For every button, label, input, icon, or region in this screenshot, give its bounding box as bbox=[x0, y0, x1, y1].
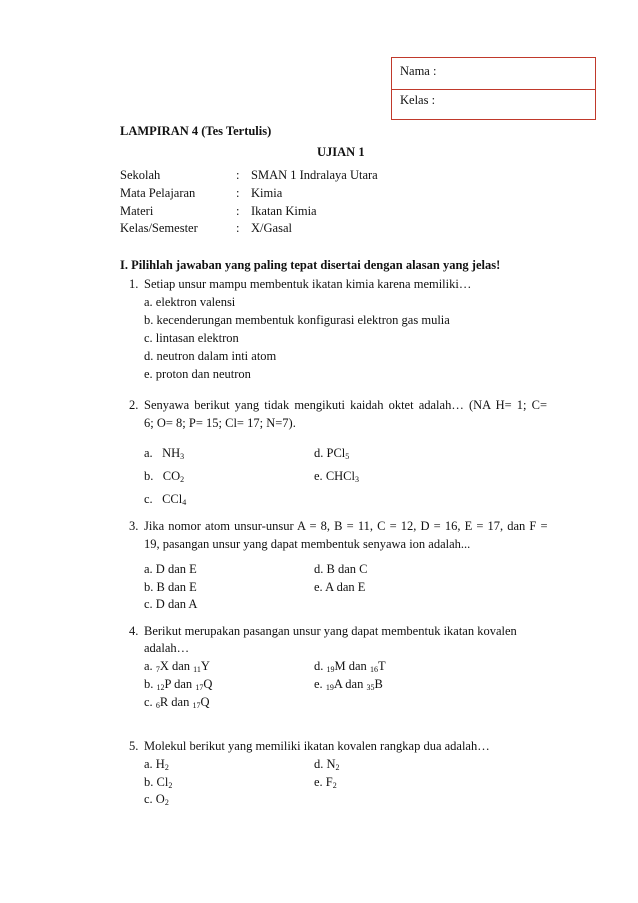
question-text: adalah… bbox=[144, 641, 190, 655]
question-text: Senyawa berikut yang tidak mengikuti kaidah oktet adalah… (NA H= 1; C= bbox=[144, 398, 548, 412]
info-value: Kimia bbox=[251, 186, 283, 200]
nama-field-label: Nama : bbox=[400, 64, 437, 78]
info-label: Sekolah bbox=[120, 168, 161, 182]
question-number: 2. bbox=[129, 398, 139, 412]
question-number: 4. bbox=[129, 624, 139, 638]
option: e. CHCl$_3$ bbox=[314, 469, 359, 484]
info-value: Ikatan Kimia bbox=[251, 204, 317, 218]
option: e. proton dan neutron bbox=[144, 367, 251, 381]
option: b. kecenderungan membentuk konfigurasi elektron gas mulia bbox=[144, 313, 450, 327]
question-number: 3. bbox=[129, 519, 139, 533]
info-label: Mata Pelajaran bbox=[120, 186, 196, 200]
info-colon: : bbox=[236, 221, 240, 235]
kelas-field-label: Kelas : bbox=[400, 93, 436, 107]
option: b. $CO_2$ bbox=[144, 469, 185, 484]
question-number: 5. bbox=[129, 739, 139, 753]
option: a. $NH_3$ bbox=[144, 446, 185, 461]
option: a. elektron valensi bbox=[144, 295, 236, 309]
question-text: Jika nomor atom unsur-unsur A = 8, B = 11, C = 12, D = 16, E = 17, dan F = bbox=[144, 519, 548, 533]
option: a. $H_2$ bbox=[144, 757, 169, 772]
option: d. neutron dalam inti atom bbox=[144, 349, 277, 363]
document-heading: LAMPIRAN 4 (Tes Tertulis) bbox=[120, 124, 272, 138]
info-value: SMAN 1 Indralaya Utara bbox=[251, 168, 378, 182]
option: d. 19M dan 16T bbox=[314, 659, 386, 674]
option: b. B dan E bbox=[144, 580, 197, 594]
instruction: I. Pilihlah jawaban yang paling tepat disertai dengan alasan yang jelas! bbox=[120, 258, 501, 272]
option: c. CCl$_4$ bbox=[144, 492, 187, 507]
identity-box-divider bbox=[392, 89, 595, 90]
info-colon: : bbox=[236, 168, 240, 182]
option: b. 12P dan 17Q bbox=[144, 677, 213, 692]
option: c. $O_2$ bbox=[144, 792, 169, 807]
option: a. D dan E bbox=[144, 562, 197, 576]
option: c. lintasan elektron bbox=[144, 331, 239, 345]
identity-box bbox=[391, 57, 596, 120]
question-number: 1. bbox=[129, 277, 139, 291]
question-text: 19, pasangan unsur yang dapat membentuk senyawa ion adalah... bbox=[144, 537, 471, 551]
option: c. D dan A bbox=[144, 597, 198, 611]
question-text: Setiap unsur mampu membentuk ikatan kimia karena memiliki… bbox=[144, 277, 472, 291]
question-text: 6; O= 8; P= 15; Cl= 17; N=7). bbox=[144, 416, 296, 430]
exam-title: UJIAN 1 bbox=[317, 145, 365, 159]
option: d. PCl$_5$ bbox=[314, 446, 350, 461]
option: e. A dan E bbox=[314, 580, 366, 594]
option: e. 19A dan 35B bbox=[314, 677, 383, 692]
question-text: Molekul berikut yang memiliki ikatan kovalen rangkap dua adalah… bbox=[144, 739, 490, 753]
info-colon: : bbox=[236, 186, 240, 200]
option: d. B dan C bbox=[314, 562, 368, 576]
option: b. $Cl_2$ bbox=[144, 775, 173, 790]
option: e. $F_2$ bbox=[314, 775, 337, 790]
option: a. 7X dan 11Y bbox=[144, 659, 210, 674]
info-label: Kelas/Semester bbox=[120, 221, 198, 235]
option: c. 6R dan 17Q bbox=[144, 695, 210, 710]
option: d. $N_2$ bbox=[314, 757, 340, 772]
info-label: Materi bbox=[120, 204, 154, 218]
info-colon: : bbox=[236, 204, 240, 218]
info-value: X/Gasal bbox=[251, 221, 292, 235]
question-text: Berikut merupakan pasangan unsur yang dapat membentuk ikatan kovalen bbox=[144, 624, 517, 638]
